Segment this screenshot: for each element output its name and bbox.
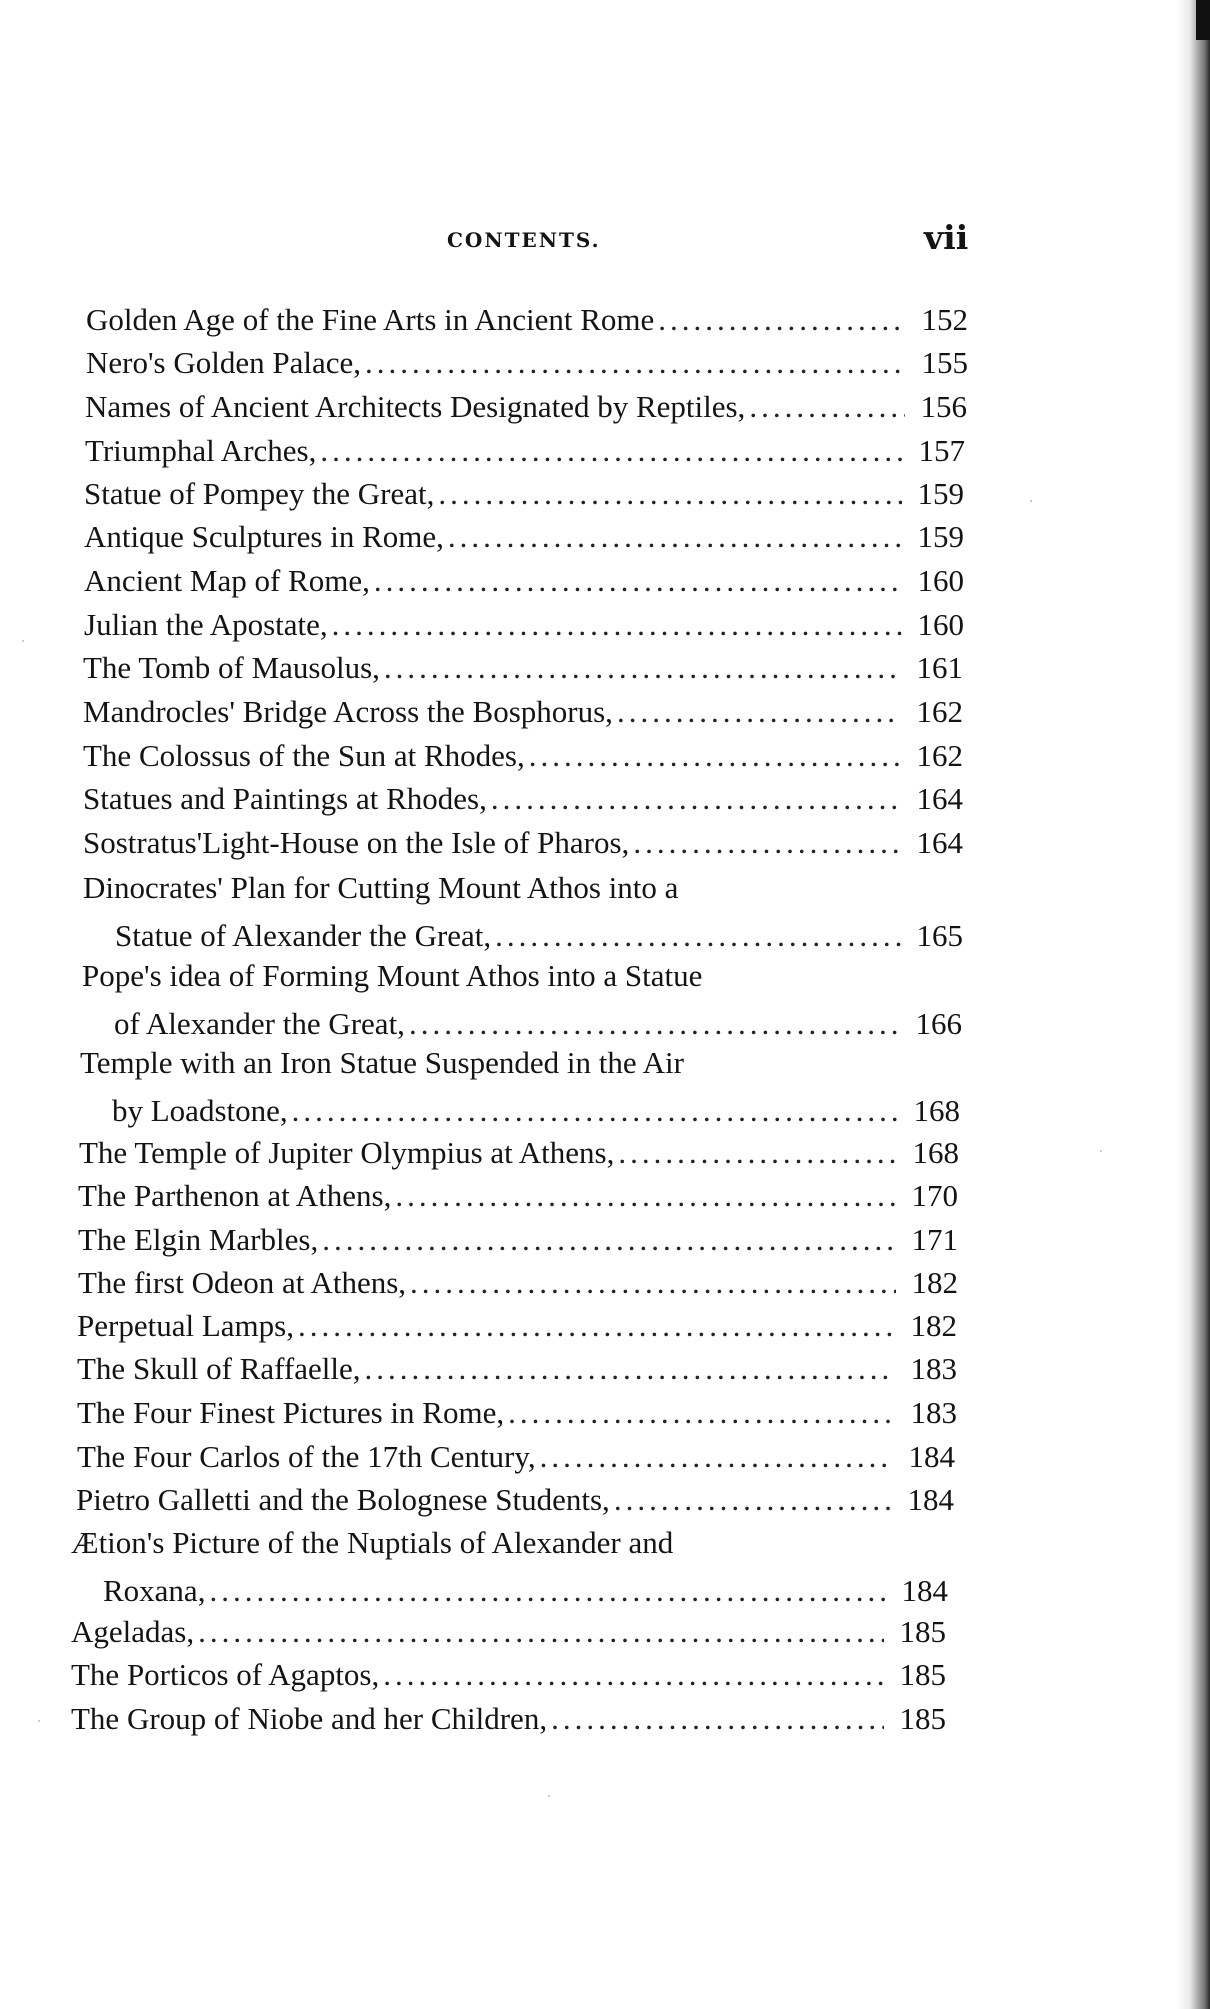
toc-entry-title: Golden Age of the Fine Arts in Ancient Rome: [86, 302, 655, 337]
toc-entry-page: 168: [912, 1135, 959, 1170]
dot-leader: [410, 1263, 896, 1303]
toc-entry-title: The first Odeon at Athens,: [78, 1265, 407, 1300]
toc-entry-page: 161: [916, 650, 963, 685]
toc-entry: [71, 1523, 948, 1611]
toc-entry-page: 164: [916, 825, 963, 860]
toc-entry-title: Antique Sculptures in Rome,: [84, 519, 444, 554]
toc-entry-title-cont: Roxana,: [103, 1573, 206, 1608]
toc-entry-title: Ancient Map of Rome,: [84, 563, 370, 598]
toc-entry: [71, 1699, 946, 1739]
toc-entry-title-cont: by Loadstone,: [112, 1093, 288, 1128]
toc-entry: [84, 474, 964, 514]
dot-leader: [395, 1176, 896, 1216]
toc-entry-title: Names of Ancient Architects Designated by Reptiles,: [85, 389, 746, 424]
dot-leader: [374, 561, 902, 601]
toc-entry-title: Dinocrates' Plan for Cutting Mount Athos into a: [83, 870, 679, 905]
toc-entry-title: Temple with an Iron Statue Suspended in the Air: [80, 1045, 684, 1080]
toc-entry-page: 166: [915, 1006, 962, 1041]
dot-leader: [438, 474, 902, 514]
paper-speck: [1030, 500, 1032, 502]
toc-entry-page: 157: [918, 433, 965, 468]
toc-entry-page: 165: [916, 918, 963, 953]
toc-entry-page: 182: [911, 1265, 958, 1300]
dot-leader: [209, 1571, 886, 1611]
dot-leader: [409, 1004, 900, 1044]
dot-leader: [529, 736, 901, 776]
dot-leader: [633, 823, 901, 863]
dot-leader: [614, 1480, 892, 1520]
toc-entry-title: The Four Carlos of the 17th Century,: [77, 1439, 536, 1474]
paper-speck: [38, 1720, 40, 1722]
toc-entry-page: 185: [899, 1657, 946, 1692]
toc-entry: [77, 1349, 957, 1389]
toc-entry: [86, 300, 968, 340]
paper-speck: [548, 1795, 550, 1797]
running-title: CONTENTS.: [447, 228, 601, 252]
dot-leader: [384, 648, 901, 688]
toc-entry-title: The Elgin Marbles,: [78, 1222, 319, 1257]
page-number: vii: [924, 218, 969, 257]
dot-leader: [383, 1655, 884, 1695]
dot-leader: [749, 387, 905, 427]
dot-leader: [617, 692, 901, 732]
dot-leader: [551, 1699, 884, 1739]
toc-entry: [71, 1655, 946, 1695]
toc-entry: [77, 1393, 957, 1433]
dot-leader: [508, 1393, 895, 1433]
toc-entry-title: Pope's idea of Forming Mount Athos into a Statue: [82, 958, 703, 993]
dot-leader: [365, 1349, 895, 1389]
toc-entry-page: 185: [899, 1701, 946, 1736]
dot-leader: [658, 300, 906, 340]
toc-entry-title-cont: of Alexander the Great,: [114, 1006, 405, 1041]
toc-entry: [77, 1306, 957, 1346]
toc-entry-title: Julian the Apostate,: [84, 607, 328, 642]
toc-entry: [83, 868, 963, 956]
paper-speck: [22, 640, 24, 642]
dot-leader: [198, 1612, 884, 1652]
toc-entry: [83, 779, 963, 819]
toc-entry-title: Pietro Galletti and the Bolognese Students,: [76, 1482, 610, 1517]
paper-speck: [1100, 1150, 1102, 1152]
toc-entry: [83, 692, 963, 732]
toc-entry-page: 159: [917, 476, 964, 511]
dot-leader: [298, 1306, 895, 1346]
toc-entry-page: 182: [910, 1308, 957, 1343]
toc-entry: [84, 517, 964, 557]
toc-entry-page: 183: [910, 1351, 957, 1386]
toc-entry: [83, 823, 963, 863]
toc-entry: [78, 1263, 958, 1303]
toc-entry-title: The Skull of Raffaelle,: [77, 1351, 361, 1386]
toc-entry-title: Statues and Paintings at Rhodes,: [83, 781, 487, 816]
toc-entry: [79, 1133, 959, 1173]
toc-entry-page: 184: [908, 1439, 955, 1474]
toc-entry-page: 152: [921, 302, 968, 337]
toc-entry-page: 159: [917, 519, 964, 554]
toc-entry: [82, 956, 962, 1044]
toc-entry-title: The Colossus of the Sun at Rhodes,: [83, 738, 525, 773]
toc-entry-page: 170: [911, 1178, 958, 1213]
dot-leader: [448, 517, 902, 557]
toc-entry-title: The Porticos of Agaptos,: [71, 1657, 380, 1692]
toc-entry-title: Nero's Golden Palace,: [86, 345, 362, 380]
toc-entry-page: 168: [913, 1093, 960, 1128]
dot-leader: [322, 1220, 896, 1260]
dot-leader: [540, 1437, 893, 1477]
toc-entry-title: The Parthenon at Athens,: [78, 1178, 392, 1213]
dot-leader: [491, 779, 901, 819]
toc-entry-title: Triumphal Arches,: [85, 433, 317, 468]
dot-leader: [332, 605, 902, 645]
toc-entry-title: The Group of Niobe and her Children,: [71, 1701, 548, 1736]
toc-entry-title: The Four Finest Pictures in Rome,: [77, 1395, 505, 1430]
toc-entry: [78, 1220, 958, 1260]
toc-entry: [78, 1176, 958, 1216]
toc-entry-page: 160: [917, 607, 964, 642]
toc-entry-page: 162: [916, 694, 963, 729]
toc-entry-title: Sostratus'Light-House on the Isle of Pharos,: [83, 825, 630, 860]
toc-entry-page: 164: [916, 781, 963, 816]
dot-leader: [292, 1091, 898, 1131]
toc-entry-page: 160: [917, 563, 964, 598]
dot-leader: [618, 1133, 897, 1173]
toc-entry: [77, 1437, 955, 1477]
toc-entry: [85, 387, 967, 427]
toc-entry-title: Perpetual Lamps,: [77, 1308, 294, 1343]
toc-entry-title: Ætion's Picture of the Nuptials of Alexander and: [71, 1525, 674, 1560]
toc-entry-page: 162: [916, 738, 963, 773]
toc-entry-title: The Tomb of Mausolus,: [83, 650, 380, 685]
toc-entry-page: 184: [901, 1573, 948, 1608]
toc-entry: [84, 561, 964, 601]
dot-leader: [320, 431, 903, 471]
toc-entry: [84, 605, 964, 645]
toc-entry-page: 171: [911, 1222, 958, 1257]
toc-entry: [83, 648, 963, 688]
toc-entry: [85, 431, 965, 471]
toc-entry-title: The Temple of Jupiter Olympius at Athens,: [79, 1135, 615, 1170]
toc-entry-title: Ageladas,: [71, 1614, 195, 1649]
toc-entry-page: 156: [920, 389, 967, 424]
toc-entry-title: Mandrocles' Bridge Across the Bosphorus,: [83, 694, 613, 729]
toc-entry-page: 183: [910, 1395, 957, 1430]
toc-entry-title-cont: Statue of Alexander the Great,: [115, 918, 492, 953]
toc-entry-title: Statue of Pompey the Great,: [84, 476, 435, 511]
dot-leader: [495, 916, 901, 956]
dot-leader: [365, 343, 906, 383]
toc-entry: [83, 736, 963, 776]
toc-entry-page: 155: [921, 345, 968, 380]
toc-entry: [76, 1480, 954, 1520]
toc-entry: [86, 343, 968, 383]
toc-entry-page: 184: [907, 1482, 954, 1517]
toc-entry: [71, 1612, 946, 1652]
toc-entry: [80, 1043, 960, 1131]
toc-entry-page: 185: [899, 1614, 946, 1649]
